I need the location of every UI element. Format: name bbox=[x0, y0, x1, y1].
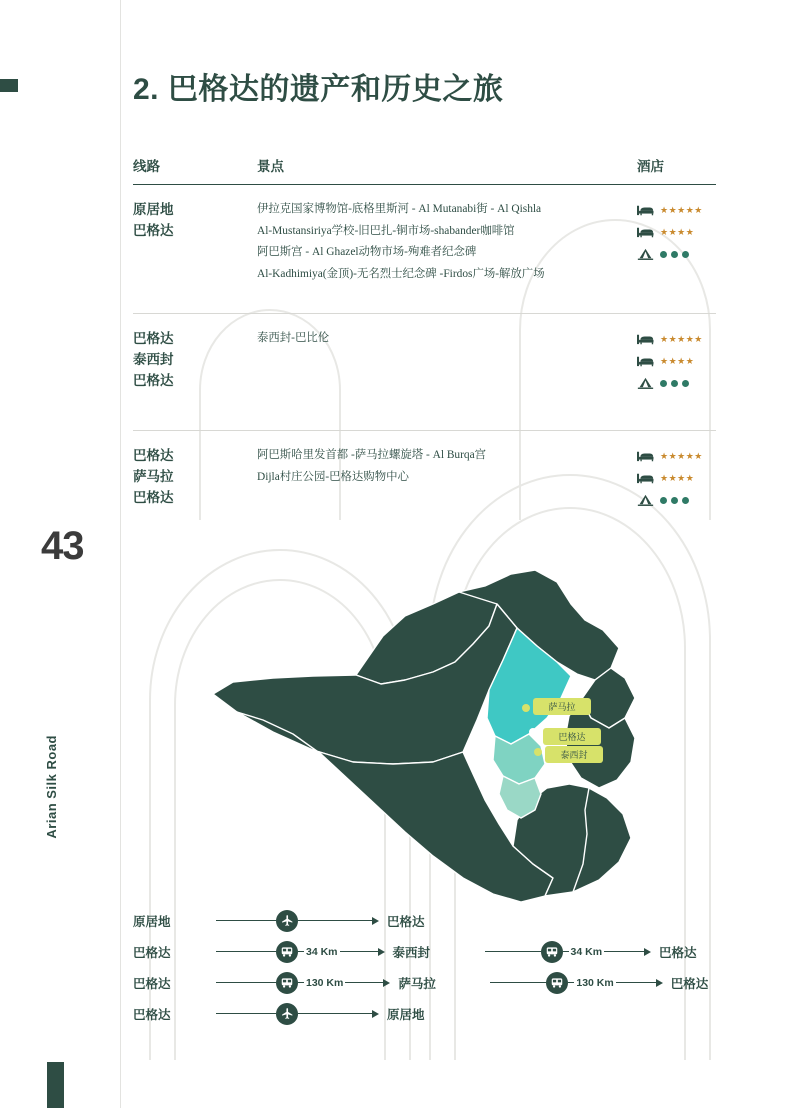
camp-icon bbox=[637, 493, 654, 507]
hotel-rating-line bbox=[637, 372, 716, 394]
route-segment bbox=[216, 972, 390, 994]
transport-icon-badge bbox=[276, 941, 298, 963]
bed-icon bbox=[637, 332, 654, 346]
rating-dot bbox=[660, 497, 667, 504]
route-line: 原居地 bbox=[133, 202, 174, 217]
row-hotel-cell bbox=[637, 199, 716, 303]
hotel-rating-line bbox=[637, 445, 716, 467]
table-row bbox=[133, 314, 716, 431]
star-rating: ★★★★ bbox=[660, 227, 695, 237]
hotel-rating-line bbox=[637, 350, 716, 372]
route-segment bbox=[216, 941, 385, 963]
table-header-row bbox=[133, 155, 716, 185]
route-distance: 130 Km bbox=[306, 976, 344, 989]
route-line-right bbox=[298, 920, 372, 921]
top-left-square-accent bbox=[0, 79, 18, 92]
route-origin-label: 原居地 bbox=[133, 914, 171, 929]
bed-icon bbox=[637, 449, 654, 463]
route-line: 萨马拉 bbox=[133, 469, 174, 484]
bus-icon bbox=[280, 976, 294, 990]
plane-icon bbox=[281, 1007, 294, 1020]
transport-icon-badge bbox=[546, 972, 568, 994]
route-distance: 34 Km bbox=[306, 945, 338, 958]
hotel-rating-line bbox=[637, 489, 716, 511]
bus-icon bbox=[550, 976, 564, 990]
route-line-right bbox=[298, 1013, 372, 1014]
route-arrow bbox=[378, 948, 385, 956]
dot-rating bbox=[660, 251, 689, 258]
route-line-mid bbox=[563, 951, 569, 952]
bottom-left-bar-accent bbox=[47, 1062, 64, 1108]
rating-dot bbox=[671, 251, 678, 258]
map-region-baghdad-highlight bbox=[493, 734, 545, 784]
svg-text:萨马拉: 萨马拉 bbox=[548, 702, 576, 712]
star-rating: ★★★★ bbox=[660, 356, 695, 366]
route-row bbox=[133, 967, 716, 998]
route-line: 巴格达 bbox=[133, 331, 174, 346]
route-arrow bbox=[372, 917, 379, 925]
left-vertical-rule bbox=[120, 0, 121, 1108]
hotel-rating-line bbox=[637, 467, 716, 489]
header-route: 线路 bbox=[133, 159, 160, 174]
route-destination-label: 萨马拉 bbox=[398, 976, 436, 991]
dot-rating bbox=[660, 380, 689, 387]
route-arrow bbox=[644, 948, 651, 956]
itinerary-table bbox=[133, 155, 716, 535]
route-row bbox=[133, 936, 716, 967]
sight-line: 伊拉克国家博物馆-底格里斯河 - Al Mutanabi街 - Al Qishla bbox=[257, 203, 542, 215]
bus-icon bbox=[280, 945, 294, 959]
header-hotel: 酒店 bbox=[637, 159, 664, 174]
svg-text:泰西封: 泰西封 bbox=[560, 750, 588, 760]
route-line-left bbox=[216, 920, 276, 921]
route-final-label: 巴格达 bbox=[670, 976, 709, 991]
hotel-rating-line bbox=[637, 243, 716, 265]
side-brand-label: Arian Silk Road bbox=[44, 735, 59, 839]
sight-line: 阿巴斯哈里发首都 -萨马拉螺旋塔 - Al Burqa宫 bbox=[257, 449, 487, 461]
route-distance: 34 Km bbox=[570, 945, 603, 958]
rating-dot bbox=[671, 497, 678, 504]
route-diagram bbox=[133, 905, 716, 1029]
sight-line: 阿巴斯宫 - Al Ghazel动物市场-殉难者纪念碑 bbox=[257, 246, 477, 258]
route-destination-label: 泰西封 bbox=[392, 945, 431, 960]
rating-dot bbox=[660, 380, 667, 387]
route-line-right bbox=[345, 982, 383, 983]
transport-icon-badge bbox=[276, 910, 298, 932]
camp-icon bbox=[637, 247, 654, 261]
route-line-mid bbox=[298, 982, 304, 983]
transport-icon-badge bbox=[276, 1003, 298, 1025]
star-rating: ★★★★★ bbox=[660, 205, 703, 215]
bed-icon bbox=[637, 203, 654, 217]
route-line-left bbox=[490, 982, 546, 983]
route-arrow bbox=[372, 1010, 379, 1018]
row-sights-cell bbox=[257, 199, 637, 303]
route-line: 巴格达 bbox=[133, 448, 174, 463]
route-destination-label: 原居地 bbox=[387, 1007, 425, 1022]
route-line-left bbox=[216, 982, 276, 983]
page-title: 2. 巴格达的遗产和历史之旅 bbox=[133, 73, 504, 106]
route-final-label: 巴格达 bbox=[659, 945, 697, 960]
transport-icon-badge bbox=[541, 941, 563, 963]
table-row bbox=[133, 185, 716, 314]
hotel-rating-line bbox=[637, 221, 716, 243]
sight-line: Dijla村庄公园-巴格达购物中心 bbox=[257, 470, 409, 483]
sight-line: 泰西封-巴比伦 bbox=[257, 332, 330, 344]
bed-icon bbox=[637, 225, 654, 239]
route-line-mid bbox=[568, 982, 574, 983]
route-segment-return bbox=[490, 972, 662, 994]
rating-dot bbox=[660, 251, 667, 258]
route-line-right bbox=[604, 951, 644, 952]
row-route-cell bbox=[133, 199, 257, 303]
row-route-cell bbox=[133, 328, 257, 420]
map-marker-baghdad bbox=[529, 728, 601, 745]
route-line-left bbox=[485, 951, 541, 952]
rating-dot bbox=[682, 380, 689, 387]
route-segment bbox=[216, 1003, 379, 1025]
dot-rating bbox=[660, 497, 689, 504]
page-number: 43 bbox=[41, 524, 84, 568]
route-arrow bbox=[383, 979, 390, 987]
route-destination-label: 巴格达 bbox=[387, 914, 425, 929]
route-line-right bbox=[340, 951, 378, 952]
plane-icon bbox=[281, 914, 294, 927]
route-row bbox=[133, 998, 716, 1029]
iraq-map bbox=[133, 512, 716, 912]
star-rating: ★★★★★ bbox=[660, 334, 703, 344]
route-distance: 130 Km bbox=[576, 976, 614, 989]
bus-icon bbox=[545, 945, 559, 959]
rating-dot bbox=[671, 380, 678, 387]
hotel-rating-line bbox=[637, 328, 716, 350]
route-line-mid bbox=[298, 951, 304, 952]
route-row bbox=[133, 905, 716, 936]
rating-dot bbox=[682, 251, 689, 258]
star-rating: ★★★★★ bbox=[660, 451, 703, 461]
route-line: 巴格达 bbox=[133, 223, 174, 238]
route-line-left bbox=[216, 951, 276, 952]
star-rating: ★★★★ bbox=[660, 473, 695, 483]
table-body bbox=[133, 185, 716, 535]
route-segment bbox=[216, 910, 379, 932]
header-sights: 景点 bbox=[257, 159, 284, 174]
transport-icon-badge bbox=[276, 972, 298, 994]
row-hotel-cell bbox=[637, 328, 716, 420]
route-origin-label: 巴格达 bbox=[133, 976, 171, 991]
bed-icon bbox=[637, 471, 654, 485]
svg-text:巴格达: 巴格达 bbox=[558, 732, 586, 742]
sight-line: Al-Mustansiriya学校-旧巴扎-铜市场-shabander咖啡馆 bbox=[257, 224, 515, 237]
route-line-right bbox=[616, 982, 656, 983]
route-arrow bbox=[656, 979, 663, 987]
row-sights-cell bbox=[257, 328, 637, 420]
route-origin-label: 巴格达 bbox=[133, 1007, 171, 1022]
hotel-rating-line bbox=[637, 199, 716, 221]
route-origin-label: 巴格达 bbox=[133, 945, 171, 960]
camp-icon bbox=[637, 376, 654, 390]
route-line: 巴格达 bbox=[133, 490, 174, 505]
route-line-left bbox=[216, 1013, 276, 1014]
rating-dot bbox=[682, 497, 689, 504]
sight-line: Al-Kadhimiya(金顶)-无名烈士纪念碑 -Firdos广场-解放广场 bbox=[257, 267, 545, 280]
route-line: 泰西封 bbox=[133, 352, 174, 367]
route-line: 巴格达 bbox=[133, 373, 174, 388]
bed-icon bbox=[637, 354, 654, 368]
route-segment-return bbox=[485, 941, 652, 963]
